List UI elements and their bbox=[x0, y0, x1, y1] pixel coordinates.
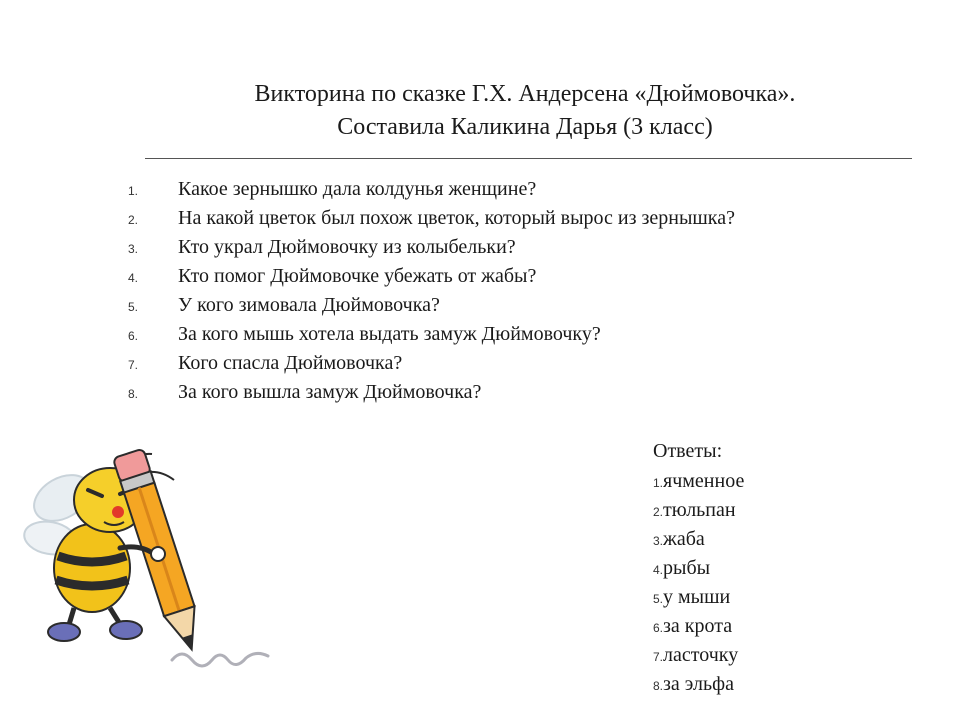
answer-number: 7. bbox=[653, 650, 664, 664]
answer-item bbox=[653, 615, 744, 644]
question-number: 7. bbox=[128, 358, 139, 372]
answer-list bbox=[653, 470, 744, 702]
bee-with-pencil-icon bbox=[22, 428, 282, 688]
answer-text: за крота bbox=[663, 615, 733, 637]
title-line-2: Составила Каликина Дарья (3 класс) bbox=[337, 114, 713, 140]
answer-number: 5. bbox=[653, 592, 664, 606]
question-item bbox=[128, 381, 735, 410]
question-item bbox=[128, 323, 735, 352]
question-number: 4. bbox=[128, 271, 139, 285]
answers-title: Ответы: bbox=[653, 440, 723, 462]
question-text: У кого зимовала Дюймовочка? bbox=[178, 294, 440, 316]
question-item bbox=[128, 178, 735, 207]
question-item bbox=[128, 352, 735, 381]
answer-item bbox=[653, 644, 744, 673]
answer-item bbox=[653, 499, 744, 528]
answer-text: жаба bbox=[663, 528, 705, 550]
answer-number: 2. bbox=[653, 505, 664, 519]
question-text: На какой цветок был похож цветок, который вырос из зернышка? bbox=[178, 207, 735, 229]
question-text: Кого спасла Дюймовочка? bbox=[178, 352, 403, 374]
answer-number: 4. bbox=[653, 563, 664, 577]
question-text: Кто помог Дюймовочке убежать от жабы? bbox=[178, 265, 537, 287]
question-text: Кто украл Дюймовочку из колыбельки? bbox=[178, 236, 516, 258]
answer-number: 6. bbox=[653, 621, 664, 635]
question-number: 5. bbox=[128, 300, 139, 314]
answer-item bbox=[653, 586, 744, 615]
question-number: 8. bbox=[128, 387, 139, 401]
question-text: Какое зернышко дала колдунья женщине? bbox=[178, 178, 537, 200]
question-item bbox=[128, 236, 735, 265]
answer-text: за эльфа bbox=[663, 673, 734, 695]
question-list bbox=[128, 178, 735, 410]
answer-number: 8. bbox=[653, 679, 664, 693]
question-number: 6. bbox=[128, 329, 139, 343]
title-line-1: Викторина по сказке Г.Х. Андерсена «Дюймовочка». bbox=[254, 81, 796, 107]
question-number: 1. bbox=[128, 184, 139, 198]
question-text: За кого мышь хотела выдать замуж Дюймовочку? bbox=[178, 323, 601, 345]
title-divider bbox=[145, 158, 912, 159]
page-title bbox=[140, 78, 910, 144]
answer-item bbox=[653, 557, 744, 586]
answer-item bbox=[653, 673, 744, 702]
question-item bbox=[128, 265, 735, 294]
answer-item bbox=[653, 528, 744, 557]
answer-text: рыбы bbox=[663, 557, 711, 579]
answer-item bbox=[653, 470, 744, 499]
question-text: За кого вышла замуж Дюймовочка? bbox=[178, 381, 482, 403]
answer-text: тюльпан bbox=[663, 499, 736, 521]
answer-text: у мыши bbox=[663, 586, 731, 608]
answer-number: 3. bbox=[653, 534, 664, 548]
answers-section bbox=[653, 440, 744, 702]
answer-text: ласточку bbox=[663, 644, 739, 666]
question-item bbox=[128, 294, 735, 323]
answer-text: ячменное bbox=[663, 470, 745, 492]
question-item bbox=[128, 207, 735, 236]
question-number: 2. bbox=[128, 213, 139, 227]
answer-number: 1. bbox=[653, 476, 664, 490]
question-number: 3. bbox=[128, 242, 139, 256]
